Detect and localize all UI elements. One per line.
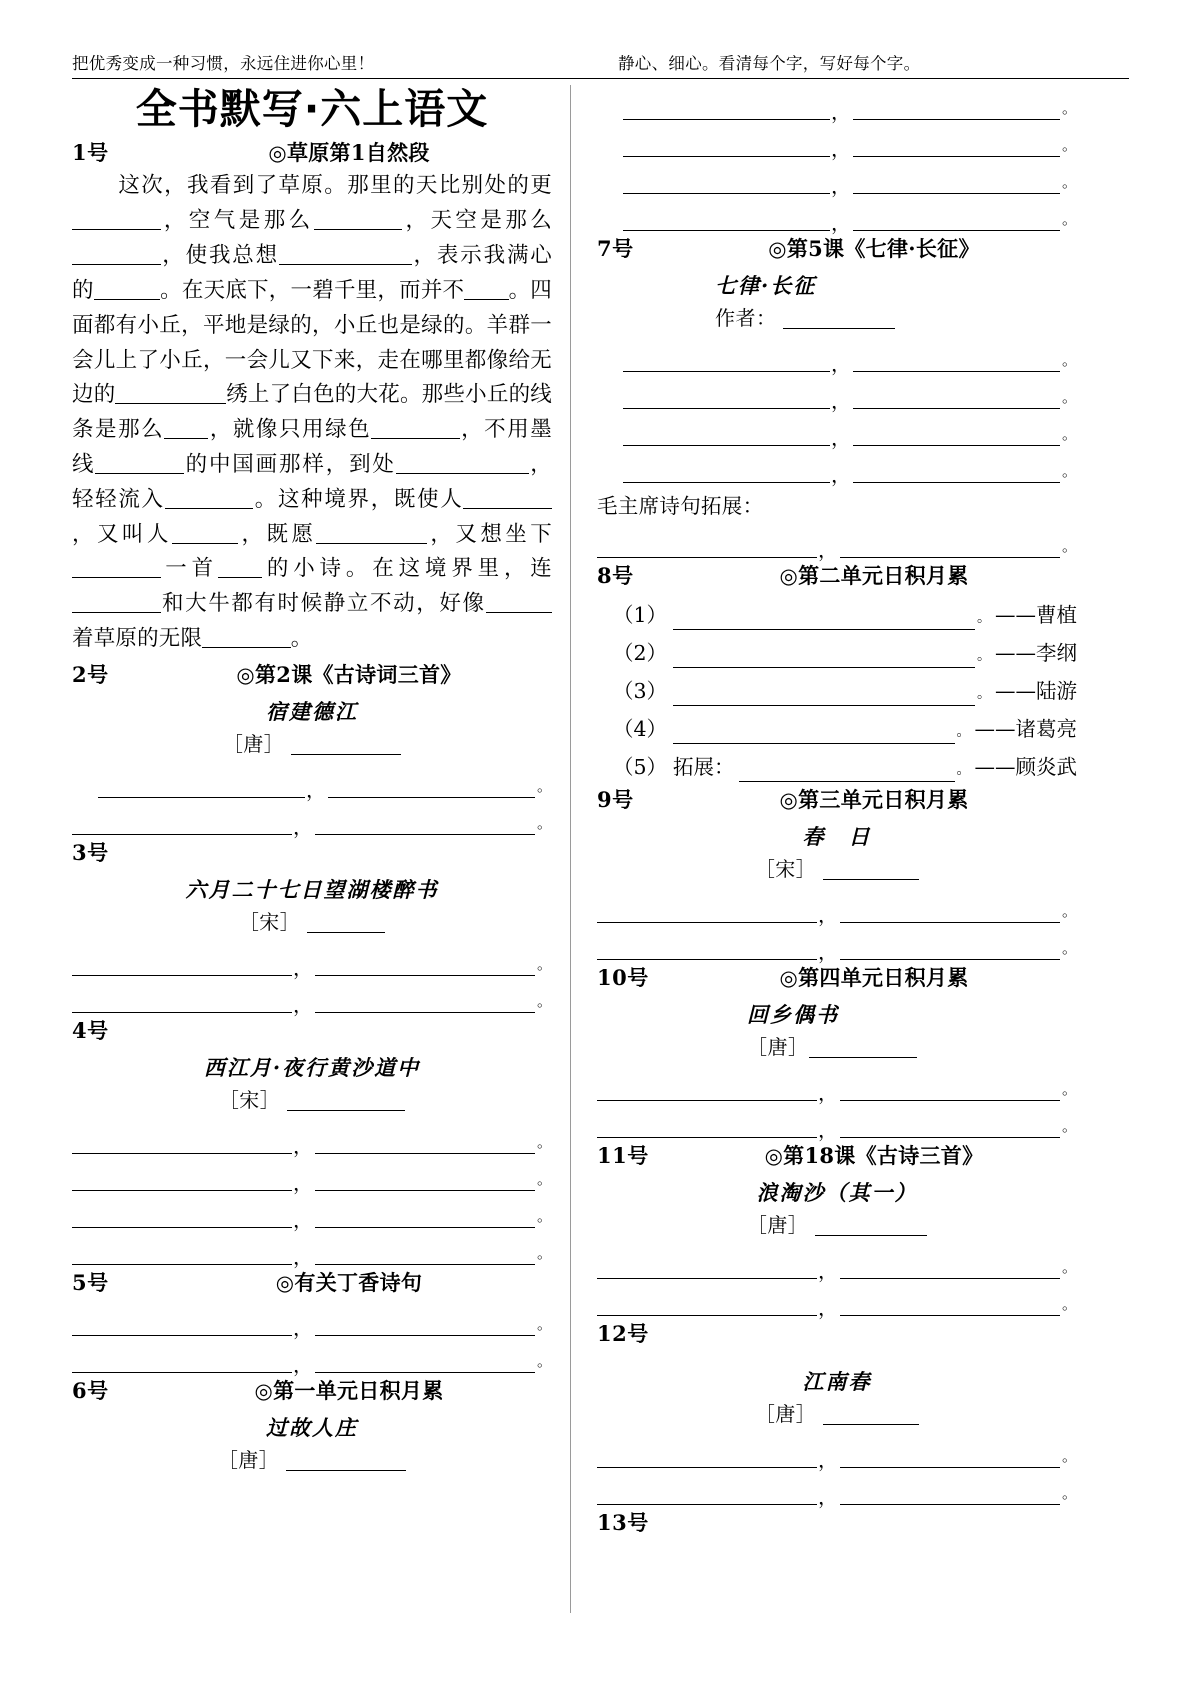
answer-blank[interactable] xyxy=(673,685,975,706)
author-blank-12[interactable] xyxy=(823,1403,919,1425)
item-index: （5） xyxy=(613,755,668,779)
answer-row[interactable] xyxy=(597,886,1078,927)
period-mark: 。 xyxy=(1062,1484,1078,1502)
inline-blank[interactable] xyxy=(115,381,226,405)
section-header-11 xyxy=(597,1140,1077,1170)
poem-author-11 xyxy=(597,1209,1077,1238)
answer-blank[interactable] xyxy=(853,135,1060,157)
period-mark: 。 xyxy=(537,1351,553,1370)
paragraph-text: 这次，我看到了草原。那里的天比别处的更 xyxy=(117,173,552,199)
comma-mark: ， xyxy=(818,538,838,562)
comma-mark: ， xyxy=(293,1133,313,1158)
comma-mark: ， xyxy=(831,211,851,235)
mao-quote-note: 毛主席诗句拓展： xyxy=(597,494,764,518)
section-header-5 xyxy=(72,1267,552,1297)
answer-row[interactable] xyxy=(597,923,1078,964)
answer-row[interactable] xyxy=(72,1191,553,1232)
period-mark: 。 xyxy=(537,1132,553,1151)
paragraph-text: ，表示我满心的 xyxy=(72,243,552,303)
period-mark: 。 xyxy=(537,1169,553,1188)
answer-blank[interactable] xyxy=(72,954,292,976)
comma-mark: ， xyxy=(831,174,851,198)
answer-row[interactable] xyxy=(597,83,1078,124)
author-blank-9[interactable] xyxy=(823,858,919,880)
answer-row[interactable] xyxy=(72,1117,553,1158)
poem-author-12 xyxy=(597,1398,1077,1427)
answer-blank[interactable] xyxy=(840,1079,1060,1101)
poem-author-2 xyxy=(72,728,552,757)
answer-blank[interactable] xyxy=(840,1483,1060,1505)
poem-author-6 xyxy=(72,1444,552,1473)
poem-title-7: 七律·长征 xyxy=(715,273,817,298)
answer-row[interactable] xyxy=(72,976,553,1017)
dynasty-label-11: ［唐］ xyxy=(746,1213,809,1237)
section-title-5: ◎有关丁香诗句 xyxy=(275,1269,423,1295)
poem-title-12: 江南春 xyxy=(802,1369,872,1394)
paragraph-text: ，就像只用绿色 xyxy=(208,417,372,443)
comma-mark: ， xyxy=(818,1448,838,1472)
inline-blank[interactable] xyxy=(94,276,160,300)
section-header-2 xyxy=(72,659,552,689)
left-column xyxy=(72,83,570,1613)
item-index: （3） xyxy=(613,679,668,703)
answer-blank[interactable] xyxy=(597,1294,817,1316)
period-mark: 。 xyxy=(1062,99,1078,117)
dynasty-label-10: ［唐］ xyxy=(747,1035,809,1059)
period-mark: 。 xyxy=(1062,173,1078,191)
section-title-8: ◎第二单元日积月累 xyxy=(779,563,969,588)
list-item[interactable] xyxy=(597,744,1077,782)
comma-mark: ， xyxy=(293,1315,313,1340)
header-right-motto: 静心、细心。看清每个字，写好每个字。 xyxy=(618,54,921,73)
period-mark: 。 xyxy=(956,724,971,740)
comma-mark: ， xyxy=(831,100,851,124)
paragraph-text: 。 xyxy=(290,626,313,652)
section-number-4: 4号 xyxy=(72,1017,109,1043)
answer-blank[interactable] xyxy=(853,98,1060,120)
section-number-3: 3号 xyxy=(72,839,109,865)
answer-row[interactable] xyxy=(597,120,1078,161)
section-number-7: 7号 xyxy=(597,236,634,261)
period-mark: 。 xyxy=(537,991,553,1010)
item-index: （2） xyxy=(613,641,668,665)
answer-blank[interactable] xyxy=(673,723,954,744)
poem-title-9: 春 日 xyxy=(802,824,872,849)
period-mark: 。 xyxy=(537,954,553,973)
paragraph-text: ，使我总想 xyxy=(160,243,280,269)
comma-mark: ， xyxy=(818,1118,838,1142)
answer-blank[interactable] xyxy=(315,1351,535,1373)
header-left-motto: 把优秀变成一种习惯，永远住进你心里！ xyxy=(72,54,375,73)
period-mark: 。 xyxy=(537,1206,553,1225)
inline-blank[interactable] xyxy=(172,520,238,544)
paragraph-text: ，天空是那么 xyxy=(402,208,553,234)
comma-mark: ， xyxy=(831,389,851,413)
comma-mark: ， xyxy=(293,992,313,1017)
section-title-10: ◎第四单元日积月累 xyxy=(779,965,969,990)
inline-blank[interactable] xyxy=(464,276,508,300)
section-header-10 xyxy=(597,962,1077,992)
answer-row[interactable] xyxy=(597,372,1078,413)
inline-blank[interactable] xyxy=(72,241,161,265)
answer-blank[interactable] xyxy=(98,776,305,798)
inline-blank[interactable] xyxy=(95,450,184,474)
paragraph-text: ，又想坐下 xyxy=(427,521,552,547)
right-column xyxy=(571,83,1077,1613)
comma-mark: ， xyxy=(818,903,838,927)
poem-title-11: 浪淘沙（其一） xyxy=(756,1180,918,1205)
answer-row[interactable] xyxy=(597,409,1078,450)
answer-row[interactable] xyxy=(72,798,553,839)
attribution-author: ——陆游 xyxy=(995,679,1077,703)
section-number-12: 12号 xyxy=(597,1321,649,1346)
answer-blank[interactable] xyxy=(72,1169,292,1191)
inline-blank[interactable] xyxy=(396,450,529,474)
poem-author-4 xyxy=(72,1084,552,1113)
comma-mark: ， xyxy=(293,955,313,980)
answer-row[interactable] xyxy=(72,939,553,980)
author-blank-6[interactable] xyxy=(286,1449,406,1471)
poem-author-3 xyxy=(72,906,552,935)
inline-blank[interactable] xyxy=(486,590,552,614)
period-mark: 。 xyxy=(977,648,991,664)
answer-row[interactable] xyxy=(597,1242,1078,1283)
inline-blank[interactable] xyxy=(72,207,161,231)
answer-blank[interactable] xyxy=(315,1314,535,1336)
dynasty-label-3: ［宋］ xyxy=(238,909,301,934)
section-title-11: ◎第18课《古诗三首》 xyxy=(764,1143,984,1168)
section-number-9: 9号 xyxy=(597,787,634,812)
dictation-paragraph-1 xyxy=(72,169,552,657)
answer-row[interactable] xyxy=(597,194,1078,235)
poem-author-9 xyxy=(597,853,1077,882)
answer-blank[interactable] xyxy=(315,1132,535,1154)
answer-blank[interactable] xyxy=(597,1446,817,1468)
section-header-1 xyxy=(72,137,552,167)
answer-blank[interactable] xyxy=(739,761,955,782)
answer-blank[interactable] xyxy=(623,424,830,446)
paragraph-text: ，空气是那么 xyxy=(160,208,314,234)
answer-blank[interactable] xyxy=(72,991,292,1013)
answer-row[interactable] xyxy=(72,1154,553,1195)
comma-mark: ， xyxy=(293,814,313,839)
inline-blank[interactable] xyxy=(164,416,208,440)
inline-blank[interactable] xyxy=(316,520,427,544)
paragraph-text: 。这种境界，既使人 xyxy=(253,486,464,512)
period-mark: 。 xyxy=(977,686,991,702)
answer-row[interactable] xyxy=(597,521,1078,562)
answer-blank[interactable] xyxy=(315,954,535,976)
attribution-author: ——诸葛亮 xyxy=(974,717,1077,741)
inline-blank[interactable] xyxy=(218,555,262,579)
section-title-6: ◎第一单元日积月累 xyxy=(254,1377,444,1403)
answer-blank[interactable] xyxy=(840,1116,1060,1138)
answer-blank[interactable] xyxy=(328,776,535,798)
answer-blank[interactable] xyxy=(673,647,975,668)
paragraph-text: 的中国画那样，到处 xyxy=(183,452,396,477)
attribution-author: ——李纲 xyxy=(995,641,1077,665)
answer-row[interactable] xyxy=(597,1468,1078,1509)
comma-mark: ， xyxy=(818,940,838,964)
answer-blank[interactable] xyxy=(315,991,535,1013)
comma-mark: ， xyxy=(293,1352,313,1377)
list-item[interactable] xyxy=(597,706,1077,744)
period-mark: 。 xyxy=(1062,1080,1078,1098)
section-number-13: 13号 xyxy=(597,1510,649,1535)
answer-blank[interactable] xyxy=(853,172,1060,194)
dynasty-label-12: ［唐］ xyxy=(754,1402,817,1426)
inline-blank[interactable] xyxy=(279,241,412,265)
header-divider-rule xyxy=(72,78,1129,79)
author-blank-3[interactable] xyxy=(307,911,385,933)
paragraph-text: 一首 xyxy=(160,556,218,582)
list-item[interactable] xyxy=(597,592,1077,630)
answer-blank[interactable] xyxy=(840,1294,1060,1316)
section-number-8: 8号 xyxy=(597,563,634,588)
section-header-9 xyxy=(597,784,1077,814)
section-title-2: ◎第2课《古诗词三首》 xyxy=(236,661,462,687)
inline-blank[interactable] xyxy=(202,625,291,649)
comma-mark: ， xyxy=(831,426,851,450)
period-mark: 。 xyxy=(1062,425,1078,443)
answer-blank[interactable] xyxy=(597,536,817,558)
period-mark: 。 xyxy=(537,1243,553,1262)
answer-row[interactable] xyxy=(597,1101,1078,1142)
answer-row[interactable] xyxy=(597,1064,1078,1105)
period-mark: 。 xyxy=(956,762,971,778)
comma-mark: ， xyxy=(818,1485,838,1509)
answer-blank[interactable] xyxy=(840,1446,1060,1468)
period-mark: 。 xyxy=(1062,462,1078,480)
answer-row[interactable] xyxy=(597,1279,1078,1320)
item-index: （4） xyxy=(613,717,668,741)
answer-blank[interactable] xyxy=(623,98,830,120)
poem-author-10 xyxy=(597,1031,1077,1060)
poem-author-7 xyxy=(597,302,1077,331)
answer-blank[interactable] xyxy=(72,1243,292,1265)
answer-blank[interactable] xyxy=(597,1257,817,1279)
paragraph-text: 。在天底下，一碧千里，而并不 xyxy=(160,277,465,303)
poem-title-10: 回乡偶书 xyxy=(747,1002,839,1027)
poem-title-2: 宿建德江 xyxy=(266,698,358,724)
period-mark: 。 xyxy=(1062,136,1078,154)
answer-row[interactable] xyxy=(72,1336,553,1377)
period-mark: 。 xyxy=(1062,388,1078,406)
answer-blank[interactable] xyxy=(597,901,817,923)
answer-blank[interactable] xyxy=(623,209,830,231)
comma-mark: ， xyxy=(831,137,851,161)
dynasty-label-9: ［宋］ xyxy=(754,857,817,881)
section-header-6 xyxy=(72,1375,552,1405)
author-blank-2[interactable] xyxy=(291,733,401,755)
author-blank-4[interactable] xyxy=(287,1089,405,1111)
two-column-body xyxy=(72,83,1129,1613)
answer-blank[interactable] xyxy=(853,461,1060,483)
period-mark: 。 xyxy=(1062,1258,1078,1276)
comma-mark: ， xyxy=(293,1207,313,1232)
period-mark: 。 xyxy=(1062,939,1078,957)
answer-row[interactable] xyxy=(597,1431,1078,1472)
attribution-author: ——顾炎武 xyxy=(974,755,1077,779)
answer-blank[interactable] xyxy=(840,536,1060,558)
period-mark: 。 xyxy=(537,1314,553,1333)
page-header xyxy=(72,44,1129,74)
paragraph-text: 和大牛都有时候静立不动，好像 xyxy=(160,591,486,617)
period-mark: 。 xyxy=(1062,1447,1078,1465)
answer-blank[interactable] xyxy=(623,461,830,483)
section-header-8 xyxy=(597,560,1077,590)
answer-blank[interactable] xyxy=(72,1351,292,1373)
inline-blank[interactable] xyxy=(165,485,254,509)
answer-row[interactable] xyxy=(597,335,1078,376)
item-prefix-label: 拓展： xyxy=(673,755,735,779)
paragraph-text: 着草原的无限 xyxy=(72,626,203,652)
answer-blank[interactable] xyxy=(623,387,830,409)
inline-blank[interactable] xyxy=(72,590,161,614)
period-mark: 。 xyxy=(1062,351,1078,369)
author-blank-7[interactable] xyxy=(783,307,895,329)
answer-blank[interactable] xyxy=(72,1314,292,1336)
author-label-7: 作者： xyxy=(715,306,777,330)
comma-mark: ， xyxy=(831,463,851,487)
answer-blank[interactable] xyxy=(597,1079,817,1101)
answer-blank[interactable] xyxy=(853,350,1060,372)
comma-mark: ， xyxy=(831,352,851,376)
inline-blank[interactable] xyxy=(371,416,460,440)
section-title-7: ◎第5课《七律·长征》 xyxy=(768,236,980,261)
section-number-6: 6号 xyxy=(72,1377,109,1403)
paragraph-text: ，不用墨线 xyxy=(72,417,552,477)
answer-blank[interactable] xyxy=(623,135,830,157)
paragraph-text: ，又叫人 xyxy=(72,521,172,547)
paragraph-text: 的小诗。在这境界里，连 xyxy=(262,556,553,582)
period-mark: 。 xyxy=(977,610,991,626)
section-title-9: ◎第三单元日积月累 xyxy=(779,787,969,812)
author-blank-10[interactable] xyxy=(809,1036,917,1058)
answer-blank[interactable] xyxy=(623,350,830,372)
answer-blank[interactable] xyxy=(72,813,292,835)
paragraph-text: 。四面都有小丘，平地是绿的，小丘也是绿的。羊群一会儿上了小丘，一会儿又下来，走在哪里都像给无边的 xyxy=(72,277,553,408)
comma-mark: ， xyxy=(818,1081,838,1105)
page-title: 全书默写·六上语文 xyxy=(135,85,489,133)
inline-blank[interactable] xyxy=(463,485,552,509)
attribution-author: ——曹植 xyxy=(995,603,1077,627)
answer-blank[interactable] xyxy=(840,901,1060,923)
period-mark: 。 xyxy=(1062,902,1078,920)
answer-blank[interactable] xyxy=(315,1169,535,1191)
answer-blank[interactable] xyxy=(597,1116,817,1138)
answer-blank[interactable] xyxy=(315,1243,535,1265)
period-mark: 。 xyxy=(537,813,553,832)
section-title-1: ◎草原第1自然段 xyxy=(268,140,430,166)
section-header-12 xyxy=(597,1318,1077,1348)
comma-mark: ， xyxy=(818,1259,838,1283)
dynasty-label-4: ［宋］ xyxy=(218,1087,281,1112)
section-number-10: 10号 xyxy=(597,965,649,990)
inline-blank[interactable] xyxy=(314,207,403,231)
answer-blank[interactable] xyxy=(840,938,1060,960)
section-number-1: 1号 xyxy=(72,140,109,166)
section-number-5: 5号 xyxy=(72,1269,109,1295)
comma-mark: ， xyxy=(293,1244,313,1269)
author-blank-11[interactable] xyxy=(815,1214,927,1236)
section-number-11: 11号 xyxy=(597,1143,649,1168)
section-header-3 xyxy=(72,837,552,867)
answer-blank[interactable] xyxy=(840,1257,1060,1279)
answer-blank[interactable] xyxy=(853,424,1060,446)
answer-blank[interactable] xyxy=(623,172,830,194)
comma-mark: ， xyxy=(818,1296,838,1320)
item-index: （1） xyxy=(613,603,668,627)
section-number-2: 2号 xyxy=(72,661,109,687)
dynasty-label-6: ［唐］ xyxy=(217,1447,280,1472)
comma-mark: ， xyxy=(293,1170,313,1195)
answer-blank[interactable] xyxy=(597,938,817,960)
period-mark: 。 xyxy=(1062,210,1078,228)
paragraph-text: ，既愿 xyxy=(238,521,317,547)
list-item[interactable] xyxy=(597,630,1077,668)
list-item[interactable] xyxy=(597,668,1077,706)
paragraph-text: ，轻轻流入 xyxy=(72,452,552,512)
answer-blank[interactable] xyxy=(72,1132,292,1154)
section-header-4 xyxy=(72,1015,552,1045)
answer-blank[interactable] xyxy=(315,1206,535,1228)
answer-blank[interactable] xyxy=(315,813,535,835)
paragraph-text: 绣上了白色的大花。那些小丘的线条是那么 xyxy=(72,382,552,443)
answer-row[interactable] xyxy=(72,1299,553,1340)
answer-blank[interactable] xyxy=(72,1206,292,1228)
section-header-7 xyxy=(597,233,1077,263)
poem-title-3: 六月二十七日望湖楼醉书 xyxy=(185,876,439,902)
answer-blank[interactable] xyxy=(853,387,1060,409)
answer-blank[interactable] xyxy=(673,609,975,630)
period-mark: 。 xyxy=(1062,537,1078,555)
comma-mark: ， xyxy=(306,777,326,802)
answer-row[interactable] xyxy=(597,446,1078,487)
answer-row[interactable] xyxy=(72,761,553,802)
section-header-13 xyxy=(597,1507,1077,1537)
period-mark: 。 xyxy=(537,776,553,795)
period-mark: 。 xyxy=(1062,1295,1078,1313)
poem-title-4: 西江月·夜行黄沙道中 xyxy=(203,1054,421,1080)
dynasty-label-2: ［唐］ xyxy=(222,731,285,756)
poem-title-6: 过故人庄 xyxy=(266,1414,358,1440)
period-mark: 。 xyxy=(1062,1117,1078,1135)
inline-blank[interactable] xyxy=(72,555,161,579)
answer-blank[interactable] xyxy=(853,209,1060,231)
answer-row[interactable] xyxy=(72,1228,553,1269)
answer-blank[interactable] xyxy=(597,1483,817,1505)
answer-row[interactable] xyxy=(597,157,1078,198)
